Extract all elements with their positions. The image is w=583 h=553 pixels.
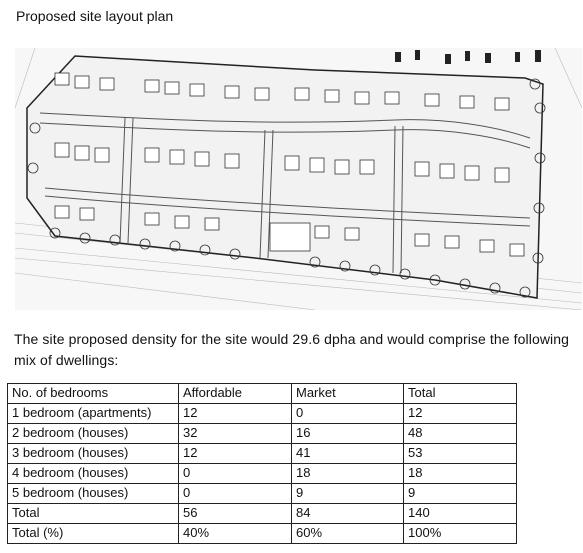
table-cell: 0 [179, 464, 292, 484]
table-row [8, 424, 517, 444]
header-cell: No. of bedrooms [8, 384, 179, 404]
table-cell: 18 [292, 464, 404, 484]
table-cell: 32 [179, 424, 292, 444]
site-layout-plan-drawing [15, 48, 582, 310]
table-cell: 53 [404, 444, 517, 464]
table-row [8, 404, 517, 424]
table-cell: 4 bedroom (houses) [8, 464, 179, 484]
site-plan-svg [15, 48, 582, 310]
density-paragraph: The site proposed density for the site would 29.6 dpha and would comprise the following mix of dwellings: [14, 331, 570, 368]
header-cell: Market [292, 384, 404, 404]
table-cell: 12 [179, 444, 292, 464]
table-cell: 16 [292, 424, 404, 444]
table-cell: 60% [292, 524, 404, 544]
table-cell: 48 [404, 424, 517, 444]
table-cell: 1 bedroom (apartments) [8, 404, 179, 424]
table-cell: 84 [292, 504, 404, 524]
table-cell: 41 [292, 444, 404, 464]
table-cell: 56 [179, 504, 292, 524]
table-cell: 9 [292, 484, 404, 504]
table-cell: Total (%) [8, 524, 179, 544]
table-cell: 12 [404, 404, 517, 424]
table-row [8, 524, 517, 544]
table-cell: 140 [404, 504, 517, 524]
table-header-row [8, 384, 517, 404]
table-cell: 40% [179, 524, 292, 544]
table-row [8, 504, 517, 524]
table-cell: 12 [179, 404, 292, 424]
header-cell: Affordable [179, 384, 292, 404]
northern-structures [395, 50, 541, 64]
table-cell: 9 [404, 484, 517, 504]
table-cell: Total [8, 504, 179, 524]
table-cell: 3 bedroom (houses) [8, 444, 179, 464]
table-cell: 100% [404, 524, 517, 544]
table-cell: 2 bedroom (houses) [8, 424, 179, 444]
table-cell: 18 [404, 464, 517, 484]
table-cell: 0 [179, 484, 292, 504]
table-cell: 5 bedroom (houses) [8, 484, 179, 504]
table-row [8, 464, 517, 484]
table-row [8, 484, 517, 504]
page-heading: Proposed site layout plan [16, 8, 174, 24]
dwelling-mix-table [7, 383, 517, 544]
table-cell: 0 [292, 404, 404, 424]
header-cell: Total [404, 384, 517, 404]
table-row [8, 444, 517, 464]
